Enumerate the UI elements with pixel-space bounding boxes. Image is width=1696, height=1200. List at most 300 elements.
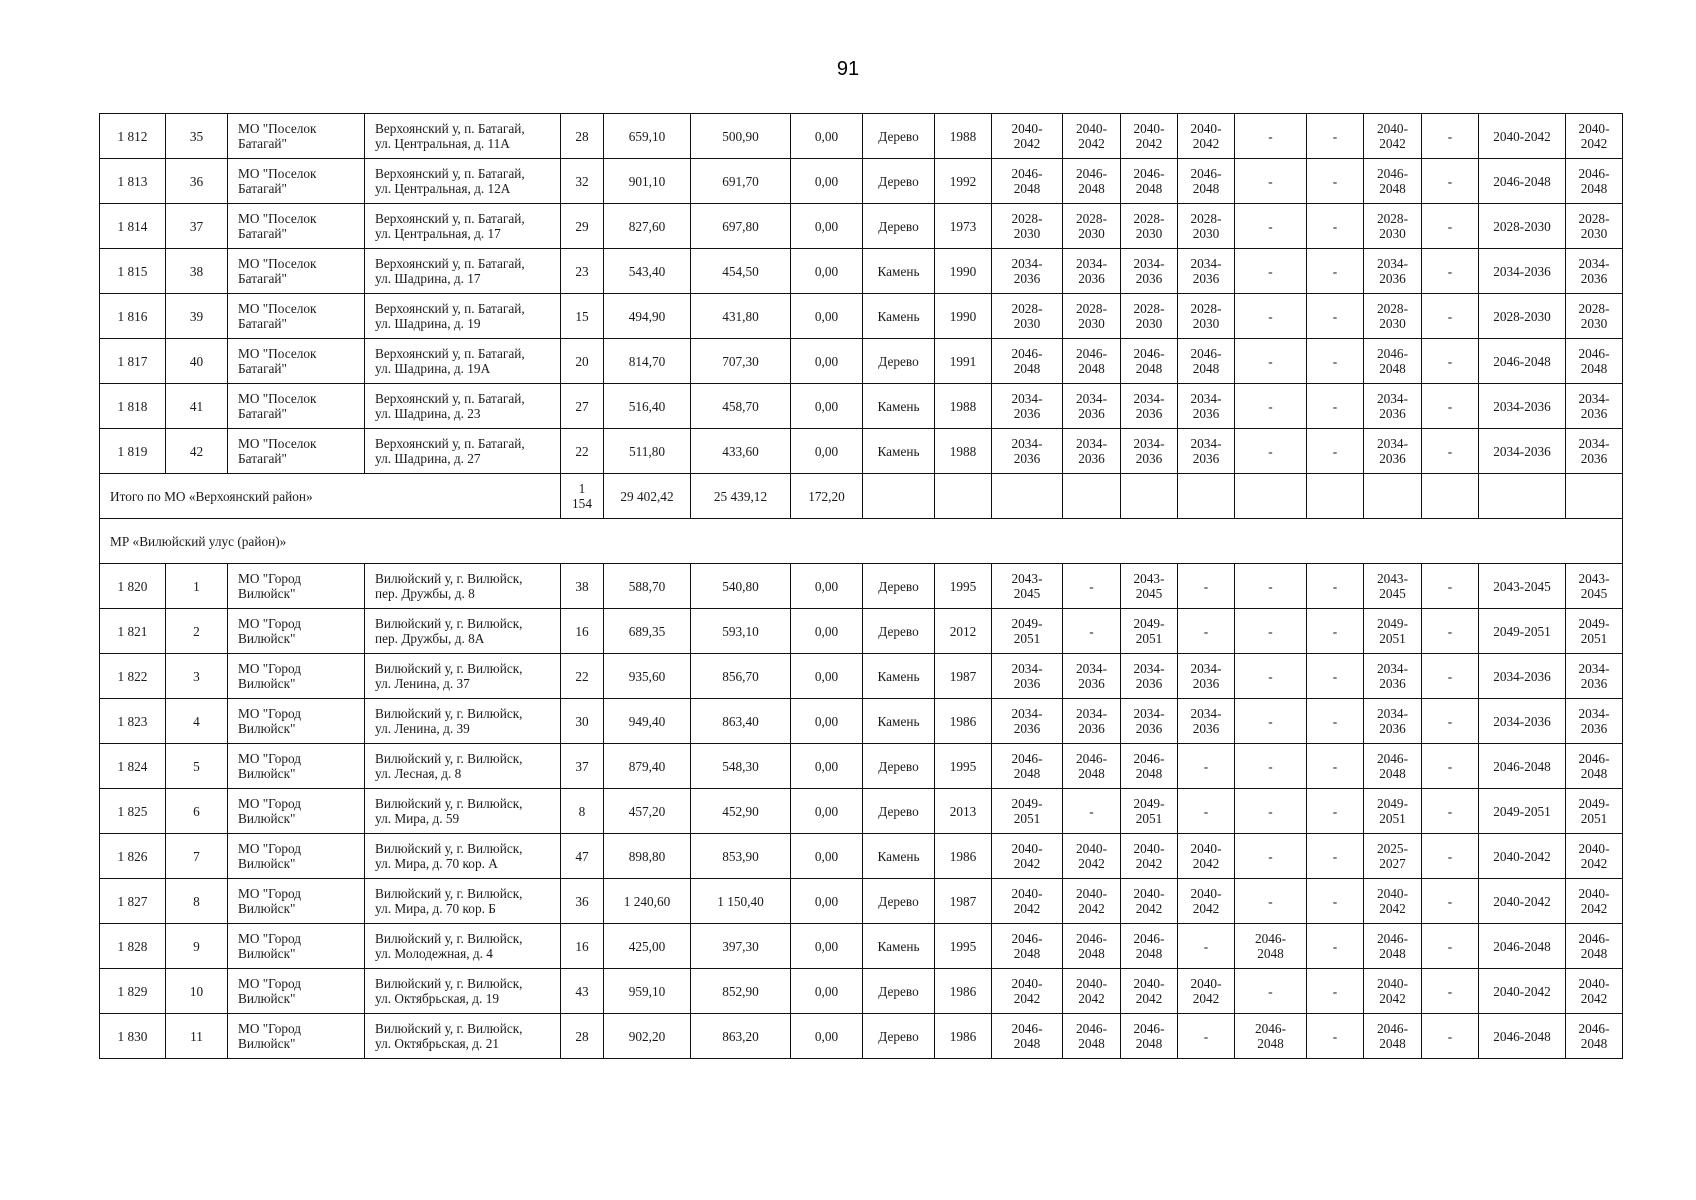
cell-row-number: 1 813	[100, 159, 166, 204]
total-nonresidential-area: 172,20	[791, 474, 863, 519]
cell-repair-period-9: 2040-2042	[1479, 879, 1566, 924]
cell-repair-period-4: 2040- 2042	[1178, 114, 1235, 159]
table-row	[100, 1014, 1623, 1059]
cell-repair-period-1: 2034- 2036	[992, 654, 1063, 699]
table-row	[100, 924, 1623, 969]
cell-repair-period-4: -	[1178, 924, 1235, 969]
cell-repair-period-4: 2046- 2048	[1178, 159, 1235, 204]
cell-repair-period-1: 2034- 2036	[992, 249, 1063, 294]
cell-total-area: 959,10	[604, 969, 691, 1014]
cell-repair-period-9: 2049-2051	[1479, 789, 1566, 834]
cell-repair-period-2: 2034- 2036	[1063, 249, 1121, 294]
cell-repair-period-7: 2046- 2048	[1364, 924, 1422, 969]
cell-total-area: 901,10	[604, 159, 691, 204]
cell-address: Вилюйский у, г. Вилюйск, ул. Мира, д. 70 кор. Б	[365, 879, 561, 924]
cell-row-number: 1 819	[100, 429, 166, 474]
cell-repair-period-3: 2046- 2048	[1121, 924, 1178, 969]
cell-row-number: 1 820	[100, 564, 166, 609]
cell-repair-period-7: 2040- 2042	[1364, 879, 1422, 924]
cell-apartments: 38	[561, 564, 604, 609]
cell-repair-period-6: -	[1307, 384, 1364, 429]
cell-row-number: 1 817	[100, 339, 166, 384]
cell-repair-period-3: 2046- 2048	[1121, 159, 1178, 204]
cell-nonresidential-area: 0,00	[791, 564, 863, 609]
table-total-section	[100, 474, 1623, 564]
cell-apartments: 15	[561, 294, 604, 339]
cell-repair-period-1: 2034- 2036	[992, 384, 1063, 429]
cell-repair-period-2: 2040- 2042	[1063, 879, 1121, 924]
cell-repair-period-4: -	[1178, 564, 1235, 609]
cell-wall-material: Дерево	[863, 114, 935, 159]
cell-repair-period-1: 2046- 2048	[992, 924, 1063, 969]
cell-repair-period-9: 2046-2048	[1479, 924, 1566, 969]
cell-local-number: 2	[166, 609, 228, 654]
cell-total-area: 425,00	[604, 924, 691, 969]
cell-row-number: 1 818	[100, 384, 166, 429]
cell-row-number: 1 825	[100, 789, 166, 834]
cell-municipality: МО "Город Вилюйск"	[228, 924, 365, 969]
cell-apartments: 36	[561, 879, 604, 924]
table-row	[100, 429, 1623, 474]
cell-address: Вилюйский у, г. Вилюйск, ул. Молодежная, д. 4	[365, 924, 561, 969]
table-row	[100, 969, 1623, 1014]
cell-repair-period-4: 2046- 2048	[1178, 339, 1235, 384]
cell-apartments: 16	[561, 609, 604, 654]
cell-repair-period-4: 2034- 2036	[1178, 249, 1235, 294]
table-row	[100, 564, 1623, 609]
cell-year-built: 1988	[935, 114, 992, 159]
cell-repair-period-6: -	[1307, 1014, 1364, 1059]
cell-repair-period-6: -	[1307, 744, 1364, 789]
cell-repair-period-10: 2034- 2036	[1566, 429, 1623, 474]
cell-year-built: 1986	[935, 834, 992, 879]
cell-municipality: МО "Город Вилюйск"	[228, 699, 365, 744]
cell-nonresidential-area: 0,00	[791, 429, 863, 474]
cell-repair-period-9: 2028-2030	[1479, 204, 1566, 249]
cell-local-number: 38	[166, 249, 228, 294]
cell-repair-period-8: -	[1422, 654, 1479, 699]
cell-repair-period-4: 2040- 2042	[1178, 969, 1235, 1014]
cell-local-number: 1	[166, 564, 228, 609]
cell-address: Вилюйский у, г. Вилюйск, ул. Лесная, д. 8	[365, 744, 561, 789]
cell-apartments: 29	[561, 204, 604, 249]
cell-repair-period-9: 2046-2048	[1479, 744, 1566, 789]
cell-repair-period-7: 2034- 2036	[1364, 249, 1422, 294]
cell-total-area: 494,90	[604, 294, 691, 339]
cell-row-number: 1 822	[100, 654, 166, 699]
cell-repair-period-1: 2043- 2045	[992, 564, 1063, 609]
section-title: МР «Вилюйский улус (район)»	[100, 519, 1623, 564]
cell-nonresidential-area: 0,00	[791, 609, 863, 654]
table-row	[100, 249, 1623, 294]
cell-municipality: МО "Поселок Батагай"	[228, 294, 365, 339]
cell-repair-period-10: 2040- 2042	[1566, 834, 1623, 879]
cell-repair-period-3: 2040- 2042	[1121, 969, 1178, 1014]
cell-year-built: 1991	[935, 339, 992, 384]
cell-total-area: 949,40	[604, 699, 691, 744]
table-body-vilyuysk	[100, 564, 1623, 1059]
cell-repair-period-6: -	[1307, 114, 1364, 159]
cell-year-built: 1992	[935, 159, 992, 204]
cell-year-built: 1995	[935, 564, 992, 609]
cell-nonresidential-area: 0,00	[791, 969, 863, 1014]
cell-address: Вилюйский у, г. Вилюйск, ул. Мира, д. 59	[365, 789, 561, 834]
cell-row-number: 1 827	[100, 879, 166, 924]
cell-repair-period-2: 2034- 2036	[1063, 699, 1121, 744]
cell-total-area: 689,35	[604, 609, 691, 654]
cell-repair-period-9: 2034-2036	[1479, 699, 1566, 744]
cell-total-area: 457,20	[604, 789, 691, 834]
cell-repair-period-7: 2043- 2045	[1364, 564, 1422, 609]
cell-repair-period-6: -	[1307, 249, 1364, 294]
table-row	[100, 609, 1623, 654]
cell-municipality: МО "Город Вилюйск"	[228, 654, 365, 699]
cell-row-number: 1 830	[100, 1014, 166, 1059]
cell-nonresidential-area: 0,00	[791, 744, 863, 789]
cell-repair-period-1: 2046- 2048	[992, 744, 1063, 789]
cell-repair-period-1: 2040- 2042	[992, 969, 1063, 1014]
cell-repair-period-7: 2025- 2027	[1364, 834, 1422, 879]
cell-repair-period-10: 2046- 2048	[1566, 924, 1623, 969]
cell-wall-material: Дерево	[863, 744, 935, 789]
cell-row-number: 1 814	[100, 204, 166, 249]
cell-nonresidential-area: 0,00	[791, 789, 863, 834]
cell-repair-period-8: -	[1422, 879, 1479, 924]
cell-living-area: 454,50	[691, 249, 791, 294]
cell-year-built: 2013	[935, 789, 992, 834]
cell-wall-material: Дерево	[863, 789, 935, 834]
cell-repair-period-10: 2034- 2036	[1566, 249, 1623, 294]
cell-repair-period-9: 2034-2036	[1479, 429, 1566, 474]
cell-repair-period-2: 2046- 2048	[1063, 339, 1121, 384]
cell-repair-period-6: -	[1307, 564, 1364, 609]
cell-apartments: 37	[561, 744, 604, 789]
cell-local-number: 10	[166, 969, 228, 1014]
cell-municipality: МО "Город Вилюйск"	[228, 744, 365, 789]
cell-repair-period-3: 2040- 2042	[1121, 834, 1178, 879]
section-header-row	[100, 519, 1623, 564]
cell-municipality: МО "Поселок Батагай"	[228, 339, 365, 384]
cell-repair-period-3: 2034- 2036	[1121, 429, 1178, 474]
cell-repair-period-2: 2046- 2048	[1063, 1014, 1121, 1059]
cell-repair-period-5: -	[1235, 654, 1307, 699]
cell-wall-material: Камень	[863, 924, 935, 969]
cell-row-number: 1 812	[100, 114, 166, 159]
cell-repair-period-5: -	[1235, 204, 1307, 249]
cell-repair-period-3: 2040- 2042	[1121, 879, 1178, 924]
cell-repair-period-1: 2034- 2036	[992, 699, 1063, 744]
page-number: 91	[836, 58, 860, 80]
cell-repair-period-5: -	[1235, 294, 1307, 339]
cell-repair-period-9: 2028-2030	[1479, 294, 1566, 339]
table-row	[100, 384, 1623, 429]
cell-repair-period-10: 2049- 2051	[1566, 789, 1623, 834]
cell-address: Вилюйский у, г. Вилюйск, пер. Дружбы, д. 8А	[365, 609, 561, 654]
cell-repair-period-7: 2040- 2042	[1364, 969, 1422, 1014]
cell-repair-period-1: 2028- 2030	[992, 204, 1063, 249]
cell-row-number: 1 824	[100, 744, 166, 789]
cell-repair-period-8: -	[1422, 609, 1479, 654]
cell-repair-period-10: 2028- 2030	[1566, 294, 1623, 339]
cell-year-built: 1973	[935, 204, 992, 249]
cell-repair-period-7: 2046- 2048	[1364, 159, 1422, 204]
housing-register-table	[99, 113, 1623, 1059]
cell-repair-period-3: 2046- 2048	[1121, 339, 1178, 384]
cell-wall-material: Камень	[863, 654, 935, 699]
cell-nonresidential-area: 0,00	[791, 699, 863, 744]
table-row	[100, 294, 1623, 339]
cell-apartments: 22	[561, 429, 604, 474]
cell-repair-period-5: -	[1235, 339, 1307, 384]
cell-repair-period-1: 2040- 2042	[992, 114, 1063, 159]
cell-repair-period-5: -	[1235, 834, 1307, 879]
cell-repair-period-7: 2046- 2048	[1364, 1014, 1422, 1059]
cell-repair-period-2: 2034- 2036	[1063, 654, 1121, 699]
cell-row-number: 1 815	[100, 249, 166, 294]
cell-wall-material: Дерево	[863, 1014, 935, 1059]
cell-repair-period-4: 2034- 2036	[1178, 384, 1235, 429]
cell-repair-period-6: -	[1307, 609, 1364, 654]
cell-wall-material: Дерево	[863, 339, 935, 384]
total-label: Итого по МО «Верхоянский район»	[100, 474, 561, 519]
cell-repair-period-10: 2046- 2048	[1566, 744, 1623, 789]
cell-repair-period-3: 2046- 2048	[1121, 744, 1178, 789]
cell-repair-period-2: 2040- 2042	[1063, 834, 1121, 879]
cell-repair-period-8: -	[1422, 789, 1479, 834]
cell-repair-period-5: 2046- 2048	[1235, 924, 1307, 969]
cell-local-number: 42	[166, 429, 228, 474]
cell-repair-period-1: 2049- 2051	[992, 789, 1063, 834]
cell-total-area: 879,40	[604, 744, 691, 789]
cell-repair-period-5: -	[1235, 699, 1307, 744]
cell-apartments: 20	[561, 339, 604, 384]
cell-wall-material: Камень	[863, 429, 935, 474]
cell-municipality: МО "Город Вилюйск"	[228, 789, 365, 834]
cell-repair-period-6: -	[1307, 429, 1364, 474]
cell-total-area: 543,40	[604, 249, 691, 294]
cell-local-number: 36	[166, 159, 228, 204]
cell-repair-period-10: 2046- 2048	[1566, 159, 1623, 204]
cell-repair-period-5: -	[1235, 429, 1307, 474]
cell-local-number: 9	[166, 924, 228, 969]
cell-apartments: 8	[561, 789, 604, 834]
cell-year-built: 1995	[935, 924, 992, 969]
cell-address: Верхоянский у, п. Батагай, ул. Шадрина, д. 19	[365, 294, 561, 339]
cell-year-built: 2012	[935, 609, 992, 654]
cell-repair-period-4: 2034- 2036	[1178, 699, 1235, 744]
cell-local-number: 39	[166, 294, 228, 339]
cell-repair-period-6: -	[1307, 789, 1364, 834]
cell-row-number: 1 821	[100, 609, 166, 654]
cell-repair-period-5: -	[1235, 249, 1307, 294]
cell-nonresidential-area: 0,00	[791, 834, 863, 879]
cell-repair-period-3: 2034- 2036	[1121, 249, 1178, 294]
cell-repair-period-4: -	[1178, 744, 1235, 789]
cell-address: Верхоянский у, п. Батагай, ул. Шадрина, д. 19А	[365, 339, 561, 384]
cell-row-number: 1 823	[100, 699, 166, 744]
cell-address: Вилюйский у, г. Вилюйск, пер. Дружбы, д. 8	[365, 564, 561, 609]
cell-year-built: 1995	[935, 744, 992, 789]
table-row	[100, 789, 1623, 834]
cell-nonresidential-area: 0,00	[791, 654, 863, 699]
cell-total-area: 935,60	[604, 654, 691, 699]
cell-repair-period-8: -	[1422, 204, 1479, 249]
cell-year-built: 1990	[935, 294, 992, 339]
cell-repair-period-2: 2040- 2042	[1063, 969, 1121, 1014]
cell-repair-period-7: 2034- 2036	[1364, 384, 1422, 429]
cell-apartments: 28	[561, 1014, 604, 1059]
cell-repair-period-2: 2046- 2048	[1063, 744, 1121, 789]
cell-repair-period-9: 2043-2045	[1479, 564, 1566, 609]
cell-living-area: 863,40	[691, 699, 791, 744]
cell-living-area: 707,30	[691, 339, 791, 384]
cell-repair-period-2: 2046- 2048	[1063, 159, 1121, 204]
cell-living-area: 458,70	[691, 384, 791, 429]
cell-repair-period-2: 2040- 2042	[1063, 114, 1121, 159]
cell-living-area: 863,20	[691, 1014, 791, 1059]
cell-repair-period-9: 2034-2036	[1479, 654, 1566, 699]
cell-repair-period-8: -	[1422, 294, 1479, 339]
cell-municipality: МО "Поселок Батагай"	[228, 384, 365, 429]
cell-wall-material: Дерево	[863, 609, 935, 654]
cell-wall-material: Дерево	[863, 204, 935, 249]
cell-repair-period-10: 2034- 2036	[1566, 384, 1623, 429]
total-area: 29 402,42	[604, 474, 691, 519]
cell-address: Вилюйский у, г. Вилюйск, ул. Ленина, д. 39	[365, 699, 561, 744]
cell-living-area: 397,30	[691, 924, 791, 969]
cell-year-built: 1988	[935, 384, 992, 429]
cell-apartments: 43	[561, 969, 604, 1014]
cell-year-built: 1990	[935, 249, 992, 294]
cell-repair-period-6: -	[1307, 159, 1364, 204]
cell-repair-period-2: 2028- 2030	[1063, 204, 1121, 249]
cell-repair-period-8: -	[1422, 114, 1479, 159]
cell-repair-period-4: 2028- 2030	[1178, 294, 1235, 339]
cell-repair-period-4: -	[1178, 609, 1235, 654]
cell-repair-period-8: -	[1422, 249, 1479, 294]
cell-repair-period-5: -	[1235, 789, 1307, 834]
cell-apartments: 30	[561, 699, 604, 744]
cell-address: Верхоянский у, п. Батагай, ул. Центральная, д. 12А	[365, 159, 561, 204]
cell-repair-period-1: 2028- 2030	[992, 294, 1063, 339]
table-row	[100, 834, 1623, 879]
cell-local-number: 37	[166, 204, 228, 249]
cell-repair-period-2: 2046- 2048	[1063, 924, 1121, 969]
cell-address: Верхоянский у, п. Батагай, ул. Центральная, д. 11А	[365, 114, 561, 159]
cell-nonresidential-area: 0,00	[791, 204, 863, 249]
cell-wall-material: Дерево	[863, 159, 935, 204]
cell-repair-period-10: 2046- 2048	[1566, 1014, 1623, 1059]
cell-apartments: 27	[561, 384, 604, 429]
cell-local-number: 4	[166, 699, 228, 744]
cell-living-area: 852,90	[691, 969, 791, 1014]
cell-repair-period-4: 2034- 2036	[1178, 429, 1235, 474]
cell-year-built: 1986	[935, 969, 992, 1014]
cell-repair-period-3: 2046- 2048	[1121, 1014, 1178, 1059]
cell-repair-period-9: 2040-2042	[1479, 114, 1566, 159]
cell-repair-period-9: 2034-2036	[1479, 249, 1566, 294]
cell-living-area: 691,70	[691, 159, 791, 204]
cell-repair-period-10: 2034- 2036	[1566, 699, 1623, 744]
cell-living-area: 593,10	[691, 609, 791, 654]
cell-repair-period-10: 2040- 2042	[1566, 114, 1623, 159]
cell-municipality: МО "Поселок Батагай"	[228, 204, 365, 249]
cell-repair-period-4: 2040- 2042	[1178, 879, 1235, 924]
cell-apartments: 22	[561, 654, 604, 699]
cell-repair-period-7: 2034- 2036	[1364, 699, 1422, 744]
cell-year-built: 1987	[935, 879, 992, 924]
cell-repair-period-10: 2028- 2030	[1566, 204, 1623, 249]
cell-wall-material: Камень	[863, 699, 935, 744]
table-row	[100, 699, 1623, 744]
table-row	[100, 744, 1623, 789]
cell-apartments: 16	[561, 924, 604, 969]
cell-repair-period-1: 2046- 2048	[992, 1014, 1063, 1059]
cell-living-area: 431,80	[691, 294, 791, 339]
cell-repair-period-7: 2028- 2030	[1364, 204, 1422, 249]
cell-address: Вилюйский у, г. Вилюйск, ул. Ленина, д. 37	[365, 654, 561, 699]
cell-total-area: 902,20	[604, 1014, 691, 1059]
cell-local-number: 3	[166, 654, 228, 699]
cell-total-area: 659,10	[604, 114, 691, 159]
cell-wall-material: Камень	[863, 384, 935, 429]
cell-nonresidential-area: 0,00	[791, 1014, 863, 1059]
cell-local-number: 11	[166, 1014, 228, 1059]
cell-repair-period-9: 2034-2036	[1479, 384, 1566, 429]
cell-repair-period-2: 2028- 2030	[1063, 294, 1121, 339]
cell-repair-period-7: 2046- 2048	[1364, 744, 1422, 789]
cell-nonresidential-area: 0,00	[791, 249, 863, 294]
cell-repair-period-2: 2034- 2036	[1063, 429, 1121, 474]
cell-local-number: 8	[166, 879, 228, 924]
cell-repair-period-8: -	[1422, 744, 1479, 789]
cell-total-area: 898,80	[604, 834, 691, 879]
cell-address: Вилюйский у, г. Вилюйск, ул. Октябрьская, д. 21	[365, 1014, 561, 1059]
cell-repair-period-4: 2040- 2042	[1178, 834, 1235, 879]
cell-repair-period-1: 2040- 2042	[992, 879, 1063, 924]
cell-municipality: МО "Поселок Батагай"	[228, 249, 365, 294]
cell-nonresidential-area: 0,00	[791, 159, 863, 204]
cell-living-area: 697,80	[691, 204, 791, 249]
cell-repair-period-3: 2049- 2051	[1121, 789, 1178, 834]
cell-wall-material: Камень	[863, 249, 935, 294]
cell-municipality: МО "Город Вилюйск"	[228, 879, 365, 924]
table-row	[100, 159, 1623, 204]
cell-repair-period-2: -	[1063, 789, 1121, 834]
cell-repair-period-9: 2046-2048	[1479, 159, 1566, 204]
cell-apartments: 32	[561, 159, 604, 204]
cell-repair-period-6: -	[1307, 699, 1364, 744]
cell-wall-material: Дерево	[863, 564, 935, 609]
table-row	[100, 339, 1623, 384]
cell-repair-period-2: 2034- 2036	[1063, 384, 1121, 429]
cell-repair-period-9: 2046-2048	[1479, 339, 1566, 384]
cell-repair-period-7: 2049- 2051	[1364, 609, 1422, 654]
cell-repair-period-10: 2040- 2042	[1566, 969, 1623, 1014]
cell-repair-period-8: -	[1422, 564, 1479, 609]
cell-nonresidential-area: 0,00	[791, 924, 863, 969]
cell-repair-period-3: 2040- 2042	[1121, 114, 1178, 159]
cell-municipality: МО "Поселок Батагай"	[228, 429, 365, 474]
cell-repair-period-3: 2034- 2036	[1121, 699, 1178, 744]
cell-repair-period-1: 2034- 2036	[992, 429, 1063, 474]
cell-repair-period-7: 2049- 2051	[1364, 789, 1422, 834]
total-apartments: 1 154	[561, 474, 604, 519]
cell-total-area: 511,80	[604, 429, 691, 474]
cell-repair-period-6: -	[1307, 834, 1364, 879]
cell-local-number: 35	[166, 114, 228, 159]
cell-repair-period-10: 2046- 2048	[1566, 339, 1623, 384]
